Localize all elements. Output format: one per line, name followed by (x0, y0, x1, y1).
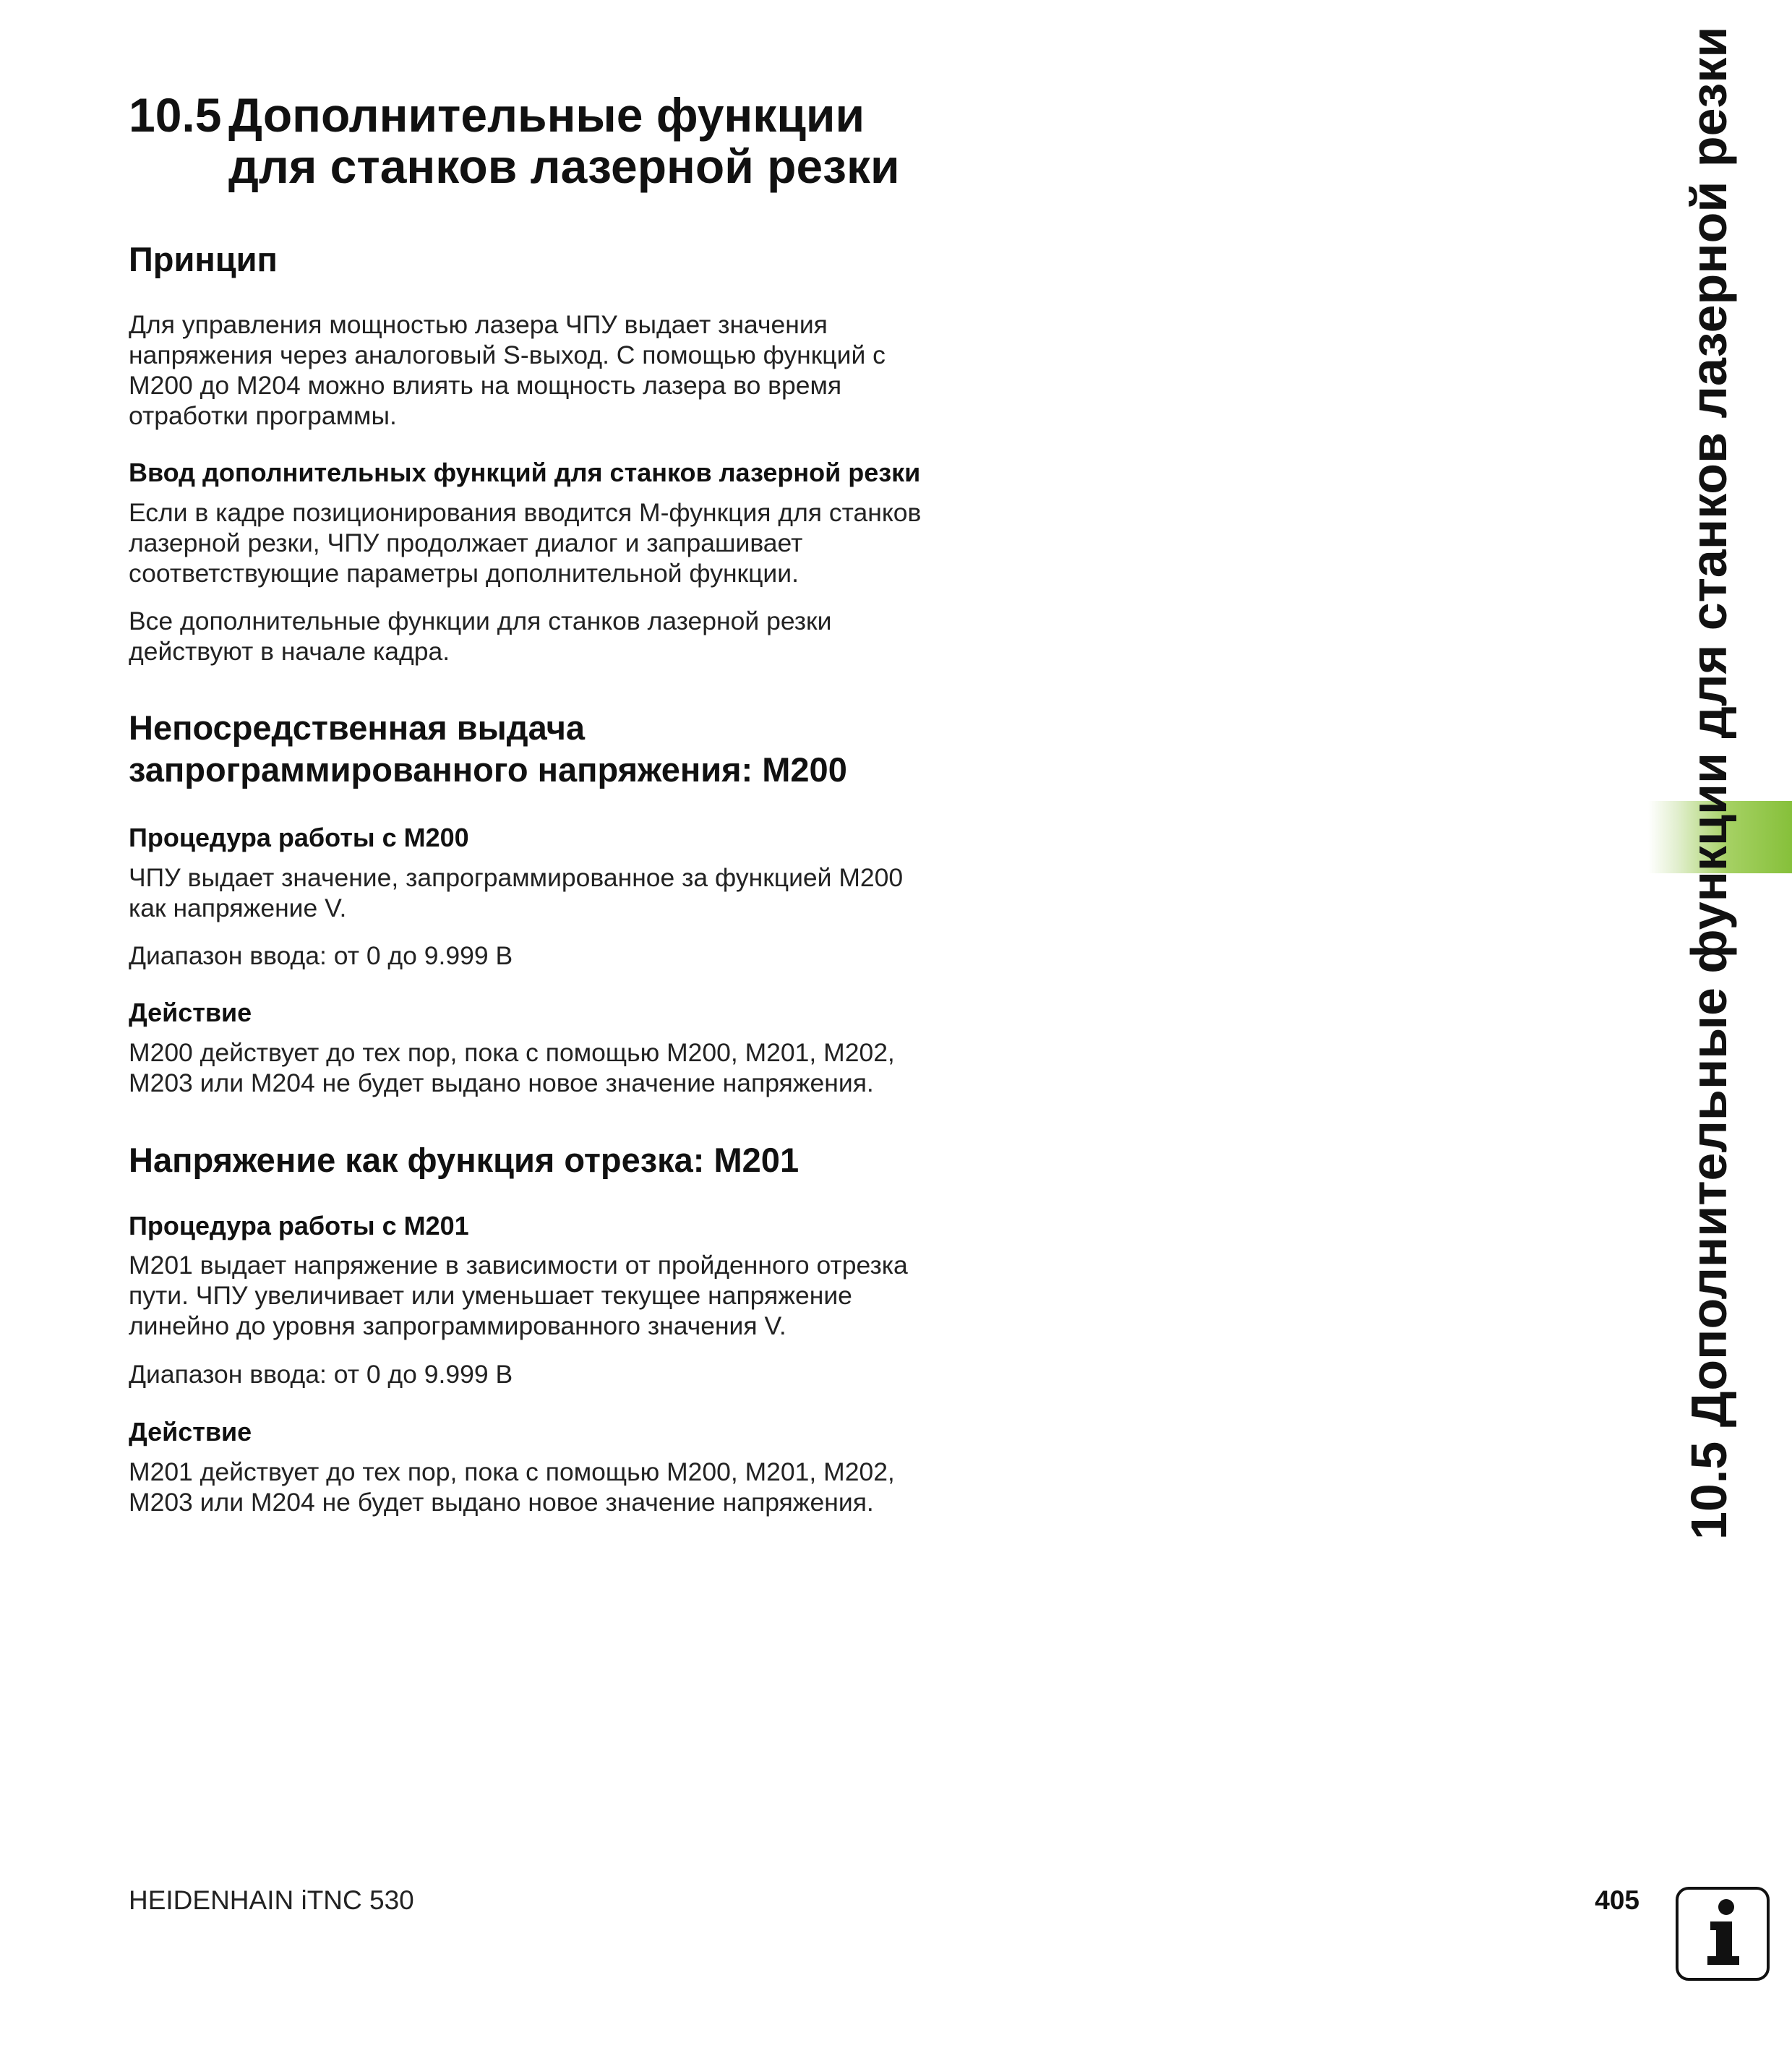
m200-procedure-heading: Процедура работы с M200 (129, 823, 469, 852)
footer-product: HEIDENHAIN iTNC 530 (129, 1885, 414, 1915)
title-line-1: Дополнительные функции (228, 88, 865, 142)
principle-heading: Принцип (129, 240, 278, 278)
side-title: 10.5 Дополнительные функции для станков лазерной резки (1681, 26, 1737, 1540)
m200-action-heading: Действие (129, 998, 252, 1027)
input-heading: Ввод дополнительных функций для станков лазерной резки (129, 458, 921, 487)
m201-procedure-heading: Процедура работы с M201 (129, 1211, 469, 1241)
m200-action-text: M200 действует до тех пор, пока с помощью M200, M201, M202, M203 или M204 не будет выдано новое значение напряжения. (129, 1038, 895, 1097)
section-number: 10.5 (129, 88, 222, 142)
m201-heading: Напряжение как функция отрезка: M201 (129, 1141, 799, 1179)
m200-range-text: Диапазон ввода: от 0 до 9.999 В (129, 941, 513, 970)
page-number: 405 (1595, 1885, 1639, 1915)
m200-heading: Непосредственная выдача запрограммированного напряжения: M200 (129, 708, 847, 789)
m201-range-text: Диапазон ввода: от 0 до 9.999 В (129, 1360, 513, 1389)
effect-text: Все дополнительные функции для станков лазерной резки действуют в начале кадра. (129, 607, 832, 666)
m201-procedure-text: M201 выдает напряжение в зависимости от пройденного отрезка пути. ЧПУ увеличивает или уменьшает текущее напряжение линейно до уровня запрограммированного значения V. (129, 1251, 908, 1340)
input-text: Если в кадре позиционирования вводится M-функция для станков лазерной резки, ЧПУ продолжает диалог и запрашивает соответствующие параметры дополнительной функции. (129, 498, 922, 588)
m201-action-text: M201 действует до тех пор, пока с помощью M200, M201, M202, M203 или M204 не будет выдано новое значение напряжения. (129, 1457, 895, 1517)
principle-text: Для управления мощностью лазера ЧПУ выдает значения напряжения через аналоговый S-выход. С помощью функций с M200 до M204 можно влиять на мощность лазера во время отработки программы. (129, 310, 886, 430)
m201-action-heading: Действие (129, 1417, 252, 1447)
title-line-2: для станков лазерной резки (228, 140, 900, 193)
m200-procedure-text: ЧПУ выдает значение, запрограммированное за функцией M200 как напряжение V. (129, 863, 904, 922)
info-icon (1676, 1887, 1770, 1981)
